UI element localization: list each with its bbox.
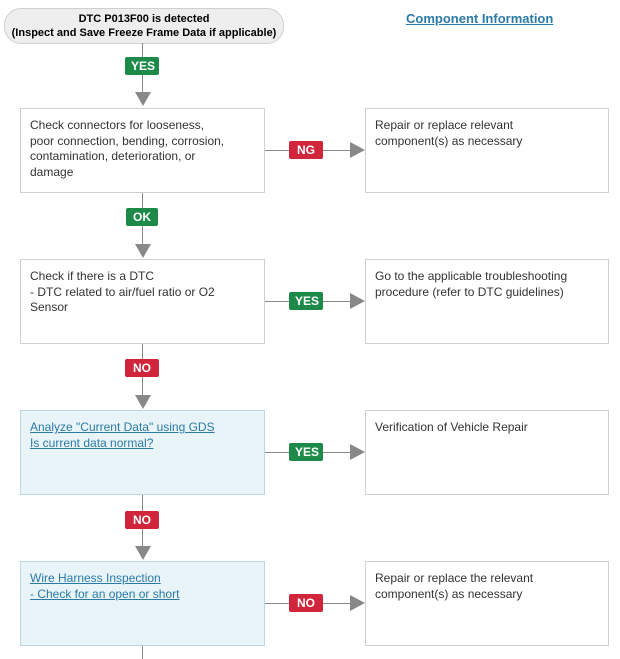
result-text: component(s) as necessary (375, 133, 523, 148)
verification-box (365, 410, 609, 495)
check-open-short-link[interactable]: - Check for an open or short (30, 586, 180, 601)
result-text: Repair or replace relevant (375, 118, 514, 132)
result-text: component(s) as necessary (375, 586, 523, 601)
arrow-right-icon (350, 595, 365, 611)
step-text: Check if there is a DTC (30, 269, 155, 283)
analyze-current-data-box[interactable] (20, 410, 265, 495)
wire-harness-link[interactable]: Wire Harness Inspection (30, 571, 161, 585)
step-text: - DTC related to air/fuel ratio or O2 (30, 284, 215, 299)
arrow-right-icon (350, 444, 365, 460)
no-label: NO (289, 594, 323, 612)
step-text: Sensor (30, 300, 69, 314)
start-subtitle: (Inspect and Save Freeze Frame Data if applicable) (11, 27, 277, 39)
step-text: poor connection, bending, corrosion, (30, 133, 225, 148)
check-connectors-box (20, 108, 265, 193)
arrow-down-icon (135, 92, 151, 106)
result-text: Go to the applicable troubleshooting (375, 269, 568, 283)
start-title: DTC P013F00 is detected (78, 13, 210, 25)
arrow-down-icon (135, 546, 151, 560)
repair-replace-box (365, 108, 609, 193)
check-dtc-box (20, 259, 265, 344)
step-text: damage (30, 164, 74, 179)
troubleshooting-box (365, 259, 609, 344)
yes-label: YES (289, 443, 323, 461)
wire-harness-box[interactable] (20, 561, 265, 646)
current-data-normal-link[interactable]: Is current data normal? (30, 435, 154, 450)
ok-label: OK (126, 208, 158, 226)
arrow-down-icon (135, 244, 151, 258)
start-node (4, 8, 284, 44)
no-label: NO (125, 359, 159, 377)
step-text: contamination, deterioration, or (30, 149, 196, 163)
no-label: NO (125, 511, 159, 529)
component-information-link[interactable]: Component Information (406, 11, 554, 26)
result-text: procedure (refer to DTC guidelines) (375, 284, 564, 299)
yes-label: YES (289, 292, 323, 310)
arrow-right-icon (350, 142, 365, 158)
connector-line (142, 646, 143, 659)
analyze-current-data-link[interactable]: Analyze "Current Data" using GDS (30, 420, 215, 434)
yes-label: YES (125, 57, 159, 75)
arrow-down-icon (135, 395, 151, 409)
result-text: Repair or replace the relevant (375, 571, 534, 585)
step-text: Check connectors for looseness, (30, 118, 205, 132)
arrow-right-icon (350, 293, 365, 309)
repair-replace-box (365, 561, 609, 646)
result-text: Verification of Vehicle Repair (375, 420, 528, 434)
ng-label: NG (289, 141, 323, 159)
